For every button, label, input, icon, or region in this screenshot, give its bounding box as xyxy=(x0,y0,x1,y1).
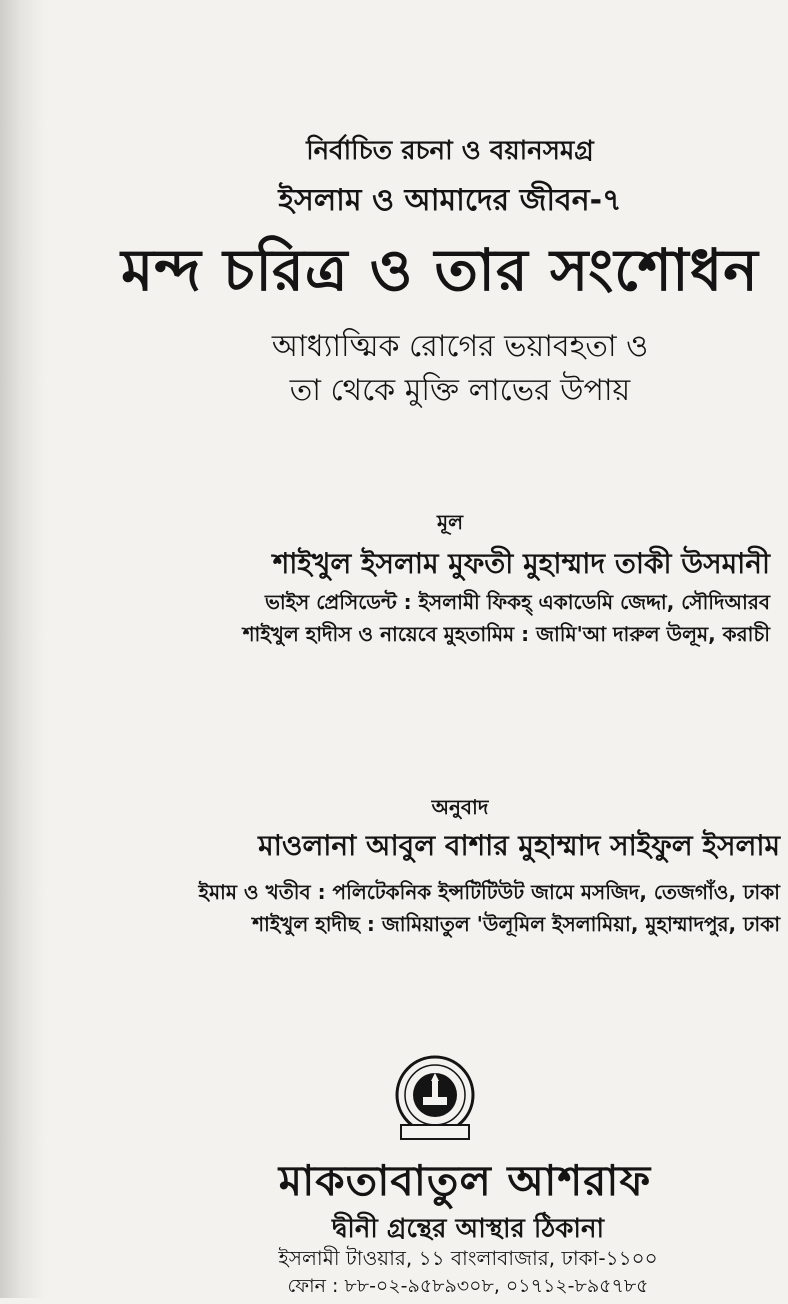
translator-label: অনুবাদ xyxy=(431,795,489,819)
publisher-phone: ফোন : ৮৮-০২-৯৫৮৯৩০৮, ০১৭১২-৮৯৫৭৮৫ xyxy=(287,1275,649,1297)
publisher-name: মাকতাবাতুল আশরাফ xyxy=(278,1156,652,1205)
publisher-address: ইসলামী টাওয়ার, ১১ বাংলাবাজার, ঢাকা-১১০০ xyxy=(278,1246,658,1270)
volume-subtitle: ইসলাম ও আমাদের জীবন-৭ xyxy=(278,183,622,218)
translator-role-1: ইমাম ও খতীব : পলিটেকনিক ইন্সটিটিউট জামে মসজিদ, তেজগাঁও, ঢাকা xyxy=(198,880,780,904)
translator-name: মাওলানা আবুল বাশার মুহাম্মাদ সাইফুল ইসলাম xyxy=(258,829,780,862)
page-edge-shadow xyxy=(0,0,46,1298)
author-role-2: শাইখুল হাদীস ও নায়েবে মুহতামিম : জামি'আ দারুল উলূম, করাচী xyxy=(242,622,770,646)
author-name: শাইখুল ইসলাম মুফতী মুহাম্মাদ তাকী উসমানী xyxy=(272,547,770,580)
author-label: মূল xyxy=(436,510,463,534)
book-tagline-line2: তা থেকে মুক্তি লাভের উপায় xyxy=(289,373,631,408)
author-role-1: ভাইস প্রেসিডেন্ট : ইসলামী ফিকহ্ একাডেমি জেদ্দা, সৌদিআরব xyxy=(264,590,770,614)
book-tagline-line1: আধ্যাত্মিক রোগের ভয়াবহতা ও xyxy=(271,329,649,364)
publisher-logo-icon xyxy=(393,1053,477,1143)
publisher-tagline: দ্বীনী গ্রন্থের আস্থার ঠিকানা xyxy=(331,1214,605,1244)
translator-role-2: শাইখুল হাদীছ : জামিয়াতুল 'উলূমিল ইসলামিয়া, মুহাম্মাদপুর, ঢাকা xyxy=(252,912,780,936)
series-title: নির্বাচিত রচনা ও বয়ানসমগ্র xyxy=(306,136,594,166)
book-title: মন্দ চরিত্র ও তার সংশোধন xyxy=(121,236,759,304)
